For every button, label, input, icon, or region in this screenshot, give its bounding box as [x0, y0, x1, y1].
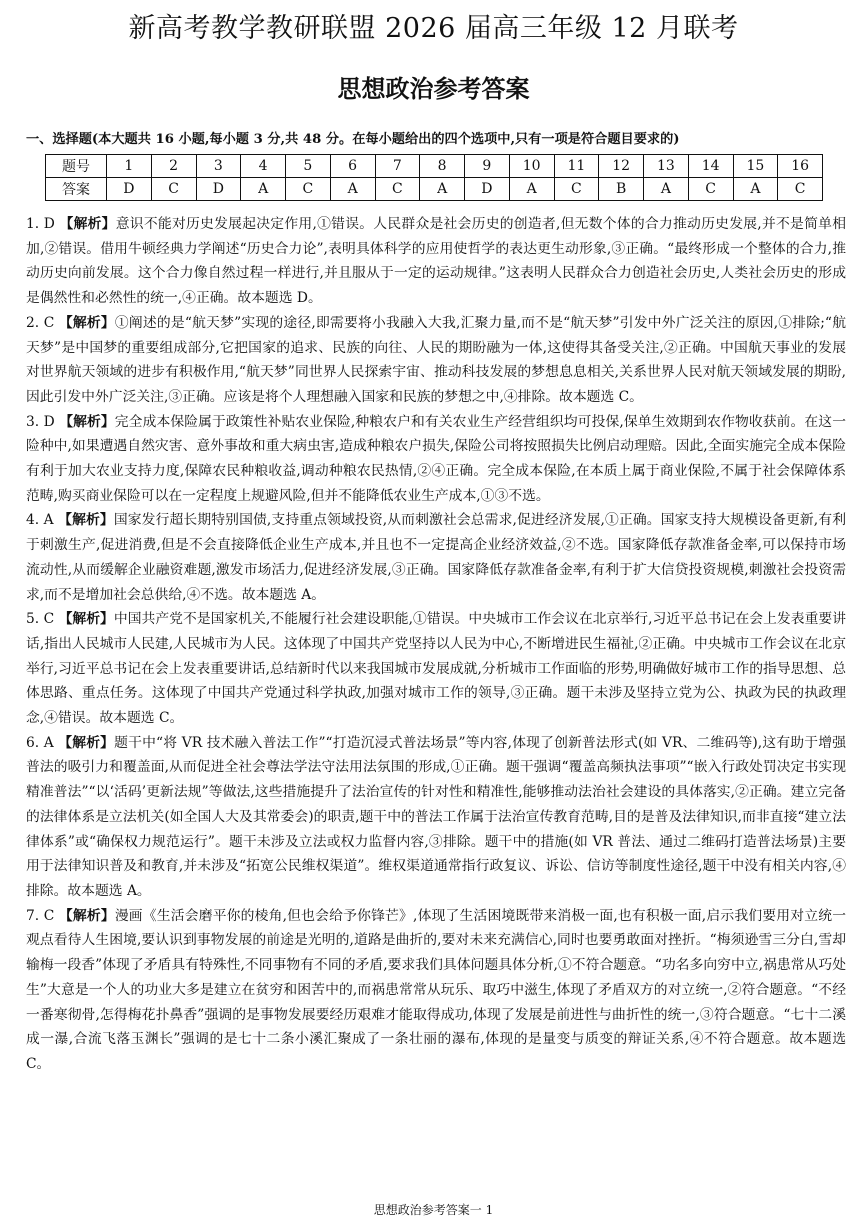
question-number-cell: 3 [196, 155, 241, 178]
analysis-tag: 【解析】 [58, 512, 114, 529]
question-number-cell: 1 [107, 155, 152, 178]
page-footer: 思想政治参考答案一 1 [373, 1203, 494, 1217]
answer-cell: A [509, 178, 554, 201]
explanation-item [26, 508, 846, 607]
question-number-cell: 2 [151, 155, 196, 178]
analysis-tag: 【解析】 [58, 611, 114, 628]
answer-cell: D [465, 178, 510, 201]
answer-cell: D [107, 178, 152, 201]
answer-cell: A [330, 178, 375, 201]
answer-cell: C [688, 178, 733, 201]
answer-cell: C [778, 178, 823, 201]
question-number-cell: 12 [599, 155, 644, 178]
question-number-cell: 11 [554, 155, 599, 178]
explanation-list [26, 212, 846, 1077]
analysis-tag: 【解析】 [59, 216, 116, 232]
answer-cell: A [644, 178, 689, 201]
answer-cell: C [375, 178, 420, 201]
question-number-cell: 8 [420, 155, 465, 178]
page-title: 新高考教学教研联盟 2026 届高三年级 12 月联考 [128, 13, 739, 44]
answer-cell: C [286, 178, 331, 201]
question-number-cell: 9 [465, 155, 510, 178]
analysis-tag: 【解析】 [58, 907, 115, 924]
section-heading: 一、选择题(本大题共 16 小题,每小题 3 分,共 48 分。在每小题给出的四个选项中,只有一项是符合题目要求的) [26, 132, 680, 147]
answer-table-answer-row [46, 178, 823, 201]
question-number-cell: 15 [733, 155, 778, 178]
explanation-item [26, 904, 846, 1077]
answer-cell: A [241, 178, 286, 201]
question-number-answer: 2. C [26, 314, 55, 331]
question-number-cell: 4 [241, 155, 286, 178]
question-number-cell: 16 [778, 155, 823, 178]
explanation-text: 题干中“将 VR 技术融入普法工作”“打造沉浸式普法场景”等内容,体现了创新普法形式(如 VR、二维码等),这有助于增强普法的吸引力和覆盖面,从而促进全社会尊法学法守法用法氛围的形成,①正确。题干强调“覆盖高频执法事项”“嵌入行政处罚决定书实现精准普法”“以‘活码’更新法规”等做法,这些措施提升了法治宣传的针对性和精准性,能够推动法治社会建设的具体落实,②正确。建立完备的法律体系是立法机关(如全国人大及其常委会)的职责,题干中的普法工作属于法治宣传教育范畴,目的是普及法律知识,而非直接“建立法律体系”或“确保权力规范运行”。题干未涉及立法或权力监督内容,③排除。题干中的措施(如 VR 普法、通过二维码打造普法场景)主要用于法律知识普及和教育,并未涉及“拓宽公民维权渠道”。维权渠道通常指行政复议、诉讼、信访等制度性途径,题干中没有相关内容,④排除。故本题选 A。 [26, 734, 847, 899]
explanation-text: 完全成本保险属于政策性补贴农业保险,种粮农户和有关农业生产经营组织均可投保,保单生效期到农作物收获前。在这一险种中,如果遭遇自然灾害、意外事故和重大病虫害,造成种粮农户损失,保险公司将按照损失比例启动理赔。因此,全面实施完全成本保险有利于加大农业支持力度,保障农民种粮收益,调动种粮农民热情,②④正确。完全成本保险,在本质上属于商业保险,不属于社会保障体系范畴,购买商业保险可以在一定程度上规避风险,但并不能降低农业生产成本,①③不选。 [26, 413, 846, 504]
question-number-answer: 1. D [26, 216, 55, 232]
question-number-cell: 5 [286, 155, 331, 178]
explanation-item [26, 212, 846, 311]
question-number-cell: 6 [330, 155, 375, 178]
explanation-item [26, 311, 846, 410]
answer-cell: B [599, 178, 644, 201]
answer-cell: A [733, 178, 778, 201]
explanation-item [26, 731, 846, 904]
question-number-answer: 6. A [26, 734, 54, 751]
question-number-answer: 4. A [26, 512, 54, 529]
question-number-cell: 13 [644, 155, 689, 178]
question-number-answer: 5. C [26, 611, 55, 628]
analysis-tag: 【解析】 [58, 314, 115, 331]
page-subtitle: 思想政治参考答案 [337, 75, 530, 103]
question-number-cell: 14 [688, 155, 733, 178]
answer-cell: C [151, 178, 196, 201]
explanation-text: 国家发行超长期特别国债,支持重点领域投资,从而刺激社会总需求,促进经济发展,①正确。国家支持大规模设备更新,有利于刺激生产,促进消费,但是不会直接降低企业生产成本,并且也不一定提高企业经济效益,②不选。国家降低存款准备金率,可以保持市场流动性,从而缓解企业融资难题,激发市场活力,促进经济发展,③正确。国家降低存款准备金率,有利于扩大信贷投资规模,刺激社会投资需求,而不是增加社会总供给,④不选。故本题选 A。 [26, 512, 847, 603]
answer-table-row-label: 题号 [46, 155, 107, 178]
question-number-answer: 7. C [26, 907, 55, 924]
answer-cell: D [196, 178, 241, 201]
answer-table-number-row [46, 155, 823, 178]
analysis-tag: 【解析】 [59, 413, 115, 430]
explanation-text: 漫画《生活会磨平你的棱角,但也会给予你锋芒》,体现了生活困境既带来消极一面,也有积极一面,启示我们要用对立统一观点看待人生困境,要认识到事物发展的前途是光明的,道路是曲折的,要对未来充满信心,同时也要勇敢面对挫折。“梅须逊雪三分白,雪却输梅一段香”体现了矛盾具有特殊性,不同事物有不同的矛盾,要求我们具体问题具体分析,①不符合题意。“功名多向穷中立,祸患常从巧处生”大意是一个人的功业大多是建立在贫穷和困苦中的,而祸患常常从玩乐、取巧中滋生,体现了矛盾双方的对立统一,②符合题意。“不经一番寒彻骨,怎得梅花扑鼻香”强调的是事物发展要经历艰难才能取得成功,体现了发展是前进性与曲折性的统一,③符合题意。“七十二溪成一瀑,合流飞落玉渊长”强调的是七十二条小溪汇聚成了一条壮丽的瀑布,体现的是量变与质变的辩证关系,④不符合题意。故本题选 C。 [26, 907, 847, 1072]
explanation-text: 中国共产党不是国家机关,不能履行社会建设职能,①错误。中央城市工作会议在北京举行,习近平总书记在会上发表重要讲话,指出人民城市人民建,人民城市为人民。这体现了中国共产党坚持以人民为中心,不断增进民生福祉,②正确。中央城市工作会议在北京举行,习近平总书记在会上发表重要讲话,总结新时代以来我国城市发展成就,分析城市工作面临的形势,明确做好城市工作的指导思想、总体思路、重点任务。这体现了中国共产党通过科学执政,加强对城市工作的领导,③正确。题干未涉及坚持立党为公、执政为民的执政理念,④错误。故本题选 C。 [26, 611, 847, 727]
answer-table [45, 154, 823, 201]
question-number-answer: 3. D [26, 413, 55, 430]
question-number-cell: 7 [375, 155, 420, 178]
explanation-item [26, 410, 846, 509]
explanation-item [26, 607, 846, 731]
question-number-cell: 10 [509, 155, 554, 178]
explanation-text: 意识不能对历史发展起决定作用,①错误。人民群众是社会历史的创造者,但无数个体的合力推动历史发展,并不是简单相加,②错误。借用牛顿经典力学阐述“历史合力论”,表明具体科学的应用使哲学的表达更生动形象,③正确。“最终形成一个整体的合力,推动历史向前发展。这个合力像自然过程一样进行,并且服从于一定的运动规律。”这表明人民群众合力创造社会历史,人类社会历史的形成是偶然性和必然性的统一,④正确。故本题选 D。 [26, 216, 847, 307]
answer-table-row-label: 答案 [46, 178, 107, 201]
analysis-tag: 【解析】 [58, 734, 115, 751]
answer-cell: A [420, 178, 465, 201]
answer-cell: C [554, 178, 599, 201]
explanation-text: ①阐述的是“航天梦”实现的途径,即需要将小我融入大我,汇聚力量,而不是“航天梦”引发中外广泛关注的原因,①排除;“航天梦”是中国梦的重要组成部分,它把国家的追求、民族的向往、人民的期盼融为一体,这使得其备受关注,②正确。中国航天事业的发展对世界航天领域的进步有积极作用,“航天梦”同世界人民探索宇宙、推动科技发展的梦想息息相关,关系世界人民对航天领域发展的期盼,因此引发中外广泛关注,③正确。应该是将个人理想融入国家和民族的梦想之中,④排除。故本题选 C。 [26, 314, 846, 405]
